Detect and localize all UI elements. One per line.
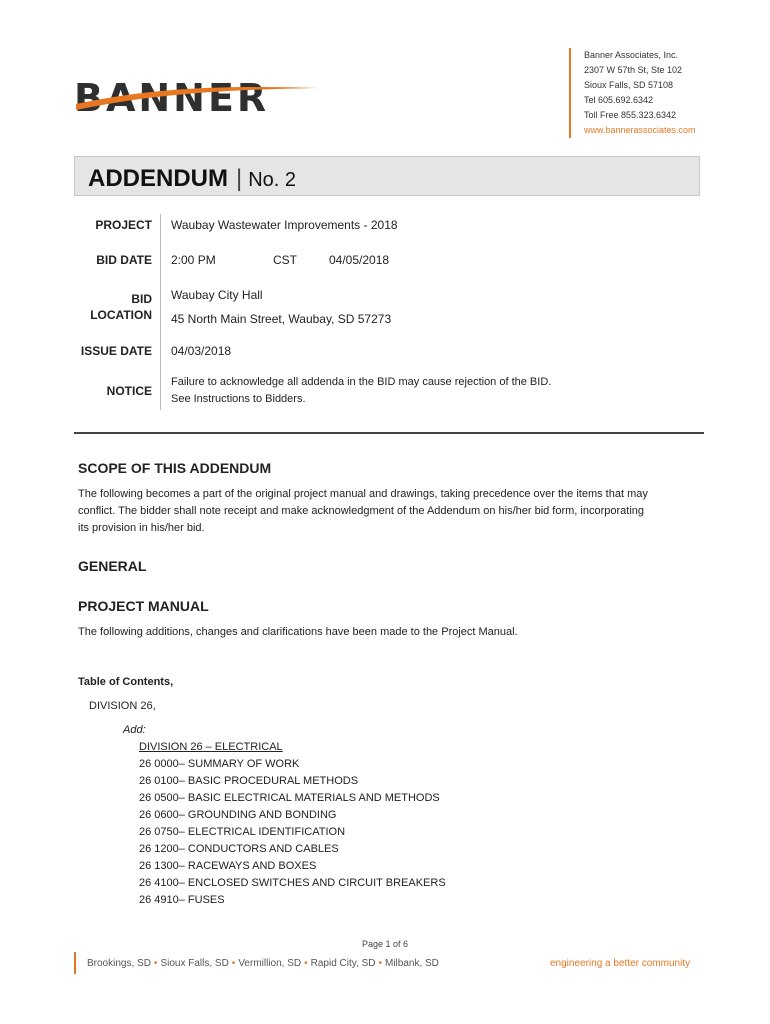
toc-add-label: Add:: [123, 724, 146, 736]
scope-heading: SCOPE OF THIS ADDENDUM: [78, 460, 272, 476]
toc-division: DIVISION 26,: [89, 700, 156, 712]
addendum-heading: ADDENDUM: [88, 165, 228, 192]
section-divider: [74, 432, 704, 434]
project-manual-heading: PROJECT MANUAL: [78, 598, 209, 614]
toc-item: 26 0750– ELECTRICAL IDENTIFICATION: [139, 826, 346, 838]
bid-date: 04/05/2018: [329, 253, 390, 267]
addendum-title: [88, 165, 296, 193]
bid-timezone: CST: [273, 253, 297, 267]
general-heading: GENERAL: [78, 558, 147, 574]
page-number: Page 1 of 6: [361, 939, 409, 949]
bid-location-label: LOCATION: [90, 308, 152, 322]
title-separator: |: [236, 165, 243, 192]
bid-location-address: 45 North Main Street, Waubay, SD 57273: [171, 312, 392, 326]
scope-paragraph: [78, 486, 708, 537]
info-divider: [160, 214, 161, 410]
address-line: Banner Associates, Inc.: [584, 50, 679, 60]
footer-cities: [87, 958, 439, 969]
toc-item: 26 4100– ENCLOSED SWITCHES AND CIRCUIT BREAKERS: [139, 877, 446, 889]
footer-city: Rapid City, SD: [310, 958, 376, 969]
footer-dot: •: [153, 958, 158, 969]
footer-city: Milbank, SD: [385, 958, 439, 969]
company-address: [569, 48, 696, 138]
toc-item: 26 0600– GROUNDING AND BONDING: [139, 809, 337, 821]
toc-item: 26 1200– CONDUCTORS AND CABLES: [139, 843, 339, 855]
bid-time: 2:00 PM: [171, 253, 216, 267]
notice-line: Failure to acknowledge all addenda in the BID may cause rejection of the BID.: [171, 376, 552, 388]
footer-dot: •: [378, 958, 382, 969]
addendum-number: No. 2: [248, 169, 297, 191]
project-value: Waubay Wastewater Improvements - 2018: [171, 218, 398, 232]
scope-line: conflict. The bidder shall note receipt and make acknowledgment of the Addendum on his/her bid form, incorporating: [78, 505, 645, 517]
toc-item: 26 0000– SUMMARY OF WORK: [139, 758, 300, 770]
address-line: Sioux Falls, SD 57108: [584, 80, 674, 90]
toc-item: 26 0100– BASIC PROCEDURAL METHODS: [139, 775, 359, 787]
logo-swoosh: [74, 74, 320, 126]
bid-date-label: BID DATE: [96, 253, 152, 267]
scope-line: The following becomes a part of the original project manual and drawings, taking precedence over the items that may: [78, 488, 648, 500]
website-link[interactable]: www.bannerassociates.com: [584, 125, 696, 135]
toc-item: 26 1300– RACEWAYS AND BOXES: [139, 860, 317, 872]
footer-dot: •: [304, 958, 308, 969]
toc-item: 26 4910– FUSES: [139, 894, 225, 906]
logo-wordmark: BANNER: [74, 76, 270, 120]
bid-location-label: BID: [131, 292, 152, 306]
project-manual-text: The following additions, changes and clarifications have been made to the Project Manual.: [78, 626, 518, 638]
footer-city: Brookings, SD: [87, 958, 151, 969]
notice-line: See Instructions to Bidders.: [171, 393, 306, 405]
notice-label: NOTICE: [106, 384, 152, 398]
toc-item: 26 0500– BASIC ELECTRICAL MATERIALS AND METHODS: [139, 792, 440, 804]
footer-accent-bar: [74, 952, 76, 974]
bid-location-name: Waubay City Hall: [171, 288, 263, 302]
address-line: Toll Free 855.323.6342: [584, 110, 677, 120]
scope-line: its provision in his/her bid.: [78, 522, 205, 534]
issue-date-label: ISSUE DATE: [80, 344, 152, 358]
address-line: Tel 605.692.6342: [584, 95, 654, 105]
project-label: PROJECT: [95, 218, 152, 232]
footer-city: Sioux Falls, SD: [160, 958, 229, 969]
issue-date: 04/03/2018: [171, 344, 232, 358]
footer-city: Vermillion, SD: [238, 958, 302, 969]
banner-logo: [74, 74, 320, 126]
toc-item: DIVISION 26 – ELECTRICAL: [139, 741, 283, 753]
footer-tagline: engineering a better community: [550, 958, 691, 969]
toc-label: Table of Contents,: [78, 676, 174, 688]
toc-list: [139, 739, 446, 909]
footer-dot: •: [231, 958, 236, 969]
address-line: 2307 W 57th St, Ste 102: [584, 65, 683, 75]
